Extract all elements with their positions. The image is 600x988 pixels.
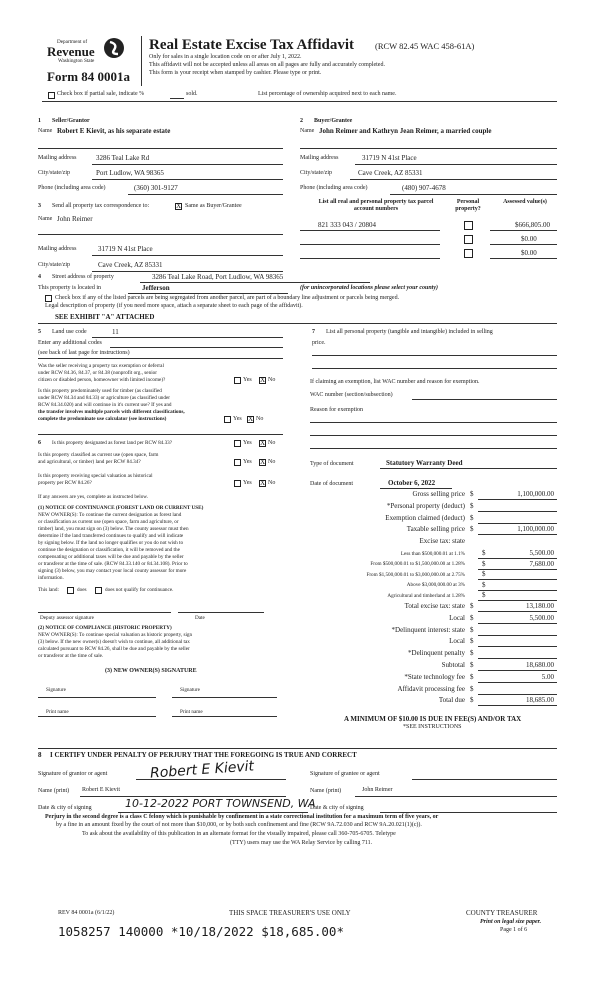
grantor-sig-label: Signature of grantor or agent <box>38 771 108 777</box>
seller-phone-line <box>128 194 283 195</box>
q1-no-label: No <box>268 377 276 383</box>
corr-num: 3 <box>38 203 41 209</box>
perjury-text: Perjury in the second degree is a class C felony which is punishable by confinement in a state correctional institution for a maximum term of five years, or <box>45 814 439 820</box>
seller-rule <box>38 148 283 149</box>
dollar-sign: $ <box>470 613 474 622</box>
dollar-sign: $ <box>482 591 486 600</box>
tax-row-line <box>478 682 557 683</box>
tax-row-label: *State technology fee <box>404 672 465 681</box>
dollar-sign: $ <box>470 501 474 510</box>
reason-line <box>310 448 557 449</box>
section7-label2: price. <box>312 340 326 346</box>
property-num: 4 <box>38 274 41 280</box>
wac-line <box>412 399 557 400</box>
dor-logo-icon <box>102 36 126 60</box>
corr-label: Send all property tax correspondence to: <box>52 203 150 209</box>
dollar-sign: $ <box>470 684 474 693</box>
corr-name: John Reimer <box>57 215 93 223</box>
header-note-1: Only for sales in a single location code on or after July 1, 2022. <box>149 54 302 60</box>
s6-q1-no-checkbox[interactable]: X <box>260 439 266 447</box>
header-divider <box>141 36 142 86</box>
buyer-mail-label: Mailing address <box>300 155 339 161</box>
tax-row-value: 18,685.00 <box>526 696 554 705</box>
tax-row-label: Local <box>449 637 465 646</box>
owner-print-label: Print name <box>180 709 203 715</box>
does-not-checkbox[interactable] <box>95 587 102 594</box>
notice2-line: calculated pursuant to RCW 84.26, shall be due and payable by the seller <box>38 646 190 652</box>
s6-q2-line2: and agricultural, or timber) land per RCW 84.34? <box>38 459 141 465</box>
owner-print-line <box>172 716 277 717</box>
corr-city-label: City/state/zip <box>38 262 70 268</box>
notice2-title: (2) NOTICE OF COMPLIANCE (HISTORIC PROPERTY) <box>38 625 172 631</box>
dollar-sign: $ <box>470 513 474 522</box>
seller-city: Port Ludlow, WA 98365 <box>96 169 164 177</box>
form-title-ref: (RCW 82.45 WAC 458-61A) <box>375 41 475 51</box>
form-title: Real Estate Excise Tax Affidavit <box>149 37 354 53</box>
parcels-col2: Personal property? <box>455 199 481 212</box>
personal-property-line <box>312 355 557 356</box>
section8-num: 8 <box>38 751 42 759</box>
q1-line1: Was the seller receiving a property tax exemption or deferral <box>38 363 164 369</box>
same-as-buyer-checkbox[interactable]: X <box>176 202 182 210</box>
header-note-2: This affidavit will not be accepted unless all areas on all pages are fully and accurately completed. <box>149 62 385 68</box>
dollar-sign: $ <box>470 661 474 669</box>
corr-name-label: Name <box>38 216 53 222</box>
buyer-name-label: Name <box>300 128 315 134</box>
notice2-line: (3) below. If the new owner(s) doesn't wish to continue, all additional tax <box>38 639 190 645</box>
notice1-line: compensating or additional taxes will be due and payable by the seller <box>38 554 184 560</box>
assessed-value: $666,805.00 <box>515 221 550 229</box>
value-line <box>490 244 557 245</box>
see-instructions-note: *SEE INSTRUCTIONS <box>403 724 462 730</box>
dollar-sign: $ <box>470 602 474 610</box>
tax-row-label: Excise tax: state <box>419 537 465 546</box>
seller-city-label: City/state/zip <box>38 170 70 176</box>
parcel-line <box>300 230 440 231</box>
street-line <box>140 282 370 283</box>
buyer-phone-label: Phone (including area code) <box>300 185 368 191</box>
personal-property-checkbox[interactable] <box>464 235 473 244</box>
s6-q3-no-label: No <box>268 480 276 486</box>
dollar-sign: $ <box>470 637 474 646</box>
cashier-receipt-stamp: 1058257 140000 *10/18/2022 $18,685.00* <box>58 924 344 939</box>
tax-row-line <box>478 534 557 535</box>
notice1-title: (1) NOTICE OF CONTINUANCE (FOREST LAND OR CURRENT USE) <box>38 505 204 511</box>
form-number: Form 84 0001a <box>47 69 131 84</box>
land-use-line <box>92 337 283 338</box>
date-city-label: Date & city of signing <box>38 805 92 811</box>
buyer-city-line <box>350 179 557 180</box>
section4-rule <box>38 323 557 324</box>
county-line <box>128 293 288 294</box>
buyer-city-label: City/state/zip <box>300 170 332 176</box>
s6-q1-no-label: No <box>268 440 276 446</box>
grantor-sig-line <box>136 779 286 780</box>
q1-yes-checkbox[interactable] <box>234 377 241 384</box>
tax-row-line <box>478 705 557 706</box>
dollar-sign: $ <box>470 625 474 634</box>
unincorporated-note: (for unincorporated locations please select your county) <box>300 285 438 291</box>
tax-row-label: Total excise tax: state <box>404 602 465 610</box>
s6-q3-no-checkbox[interactable]: X <box>260 479 266 487</box>
seller-name: Robert E Kievit, as his separate estate <box>57 127 171 135</box>
notice1-line: or classification as current use (open space, farm and agriculture, or <box>38 519 179 525</box>
doc-type-line <box>380 468 557 469</box>
print-legal-note: Print on legal size paper. <box>480 919 542 925</box>
dollar-sign: $ <box>470 649 474 658</box>
dollar-sign: $ <box>482 549 486 557</box>
partial-sold-label: sold. <box>186 91 198 97</box>
dollar-sign: $ <box>482 570 486 579</box>
deputy-sig-label: Deputy assessor signature <box>40 615 94 621</box>
corr-mail: 31719 N 41st Place <box>98 245 153 253</box>
q1-yes-label: Yes <box>243 377 252 383</box>
tax-row-label: Gross selling price <box>412 490 465 498</box>
notice2-line: NEW OWNER(S): To continue special valuation as historic property, sign <box>38 632 193 638</box>
same-as-buyer-label: Same as Buyer/Grantee <box>185 203 242 209</box>
segregated-label: Check box if any of the listed parcels are being segregated from another parcel, are part of a boundary line adjustment or parcels being merged. <box>55 295 400 301</box>
segregated-checkbox[interactable] <box>45 295 52 302</box>
county-treasurer-label: COUNTY TREASURER <box>466 909 538 917</box>
corr-mail-line <box>92 255 283 256</box>
tax-row-value: 5,500.00 <box>529 613 554 622</box>
tax-row-label: Local <box>449 613 465 622</box>
dollar-sign: $ <box>482 559 486 568</box>
q2-no-checkbox[interactable]: X <box>248 415 254 423</box>
see-back-label: (see back of last page for instructions) <box>38 350 130 356</box>
buyer-name: John Reimer and Kathryn Jean Reimer, a married couple <box>319 127 492 135</box>
tax-row-line <box>478 670 557 671</box>
notice1-line: by signing below. If the land no longer qualifies or you do not wish to <box>38 540 184 546</box>
notice2-line: or transferor at the time of sale. <box>38 653 104 659</box>
tax-row-label: From $500,000.01 to $1,500,000.00 at 1.28% <box>370 561 465 568</box>
deputy-date-label: Date <box>195 615 205 621</box>
doc-type: Statutory Warranty Deed <box>386 459 463 467</box>
grantor-name: Robert E Kievit <box>82 787 120 793</box>
tax-row-label: *Delinquent penalty <box>408 649 465 658</box>
date-city-label-2: Date & city of signing <box>310 805 364 811</box>
corr-city: Cave Creek, AZ 85331 <box>98 261 163 269</box>
buyer-phone: (480) 907-4678 <box>402 184 446 192</box>
tax-row-label: Total due <box>438 696 465 705</box>
parcels-col1: List all real and personal property tax parcel account numbers <box>318 199 434 212</box>
personal-property-line <box>312 368 557 369</box>
tax-row-value: 5.00 <box>541 672 554 681</box>
tax-row-label: Less than $500,000.01 at 1.1% <box>400 550 465 557</box>
notice1-line: determine if the land transferred continues to qualify and will indicate <box>38 533 184 539</box>
s6-q1-yes-checkbox[interactable] <box>234 440 241 447</box>
grantee-name: John Reimer <box>362 787 393 793</box>
s6-q2-no-checkbox[interactable]: X <box>260 458 266 466</box>
tax-row-line <box>478 623 557 624</box>
owner-sig-label: Signature <box>46 687 66 693</box>
tax-row-label: *Personal property (deduct) <box>386 501 465 510</box>
street-label: Street address of property <box>52 274 114 280</box>
buyer-phone-line <box>390 194 557 195</box>
new-owner-sig-heading: (3) NEW OWNER(S) SIGNATURE <box>105 668 197 674</box>
partial-percent-line <box>170 98 184 99</box>
notice1-line: timber) land, you must sign on (3) below. The county assessor must then <box>38 526 189 532</box>
does-not-label: does not qualify for continuance. <box>105 587 174 593</box>
parcels-col3: Assessed value(s) <box>503 199 547 205</box>
q1-no-checkbox[interactable]: X <box>260 376 266 384</box>
tax-row-line <box>478 511 557 512</box>
q2-bold-2: complete the predominate use calculator (see instructions) <box>38 416 167 422</box>
parcel-number: 821 333 043 / 20804 <box>318 221 376 229</box>
state-label: Washington State <box>58 58 95 64</box>
q2-yes-checkbox[interactable] <box>224 416 231 423</box>
grantor-name-label: Name (print) <box>38 788 70 794</box>
tax-row-label: Agricultural and timberland at 1.28% <box>387 592 465 599</box>
doc-date: October 6, 2022 <box>388 479 436 487</box>
tax-row-value: 13,180.00 <box>526 602 554 610</box>
section5-num: 5 <box>38 329 41 335</box>
reason-line <box>310 422 557 423</box>
grantee-name-label: Name (print) <box>310 788 342 794</box>
reason-line <box>310 435 557 436</box>
land-use-label: Land use code <box>52 329 87 335</box>
s6-q1-yes-label: Yes <box>243 440 252 446</box>
tax-row-label: *Delinquent interest: state <box>391 625 465 634</box>
located-label: This property is located in <box>38 285 101 291</box>
partial-sale-label: Check box if partial sale, indicate % <box>57 91 145 97</box>
tax-row-line <box>478 658 557 659</box>
dollar-sign: $ <box>470 525 474 534</box>
tax-row-value: 18,680.00 <box>526 661 554 669</box>
grantee-name-line <box>355 796 557 797</box>
date-city-line <box>118 812 308 813</box>
s6-q3-yes-label: Yes <box>243 480 252 486</box>
s6-q2-no-label: No <box>268 459 276 465</box>
s6-q2-yes-label: Yes <box>243 459 252 465</box>
tax-row-label: Affidavit processing fee <box>397 684 465 693</box>
buyer-rule <box>300 148 557 149</box>
tax-row-value: 1,100,000.00 <box>517 490 554 498</box>
seller-num: 1 <box>38 118 41 124</box>
grantee-sig-label: Signature of grantee or agent <box>310 771 380 777</box>
doc-date-line <box>380 488 452 489</box>
tax-row-label: Subtotal <box>441 661 465 669</box>
s6-q1: Is this property designated as forest land per RCW 84.33? <box>52 440 173 446</box>
deputy-date-line <box>178 612 264 613</box>
doc-type-label: Type of document <box>310 461 354 467</box>
parcel-line <box>300 244 440 245</box>
section8-top-rule <box>38 748 557 749</box>
wac-label: WAC number (section/subsection) <box>310 392 393 398</box>
notice1-line: or transferor at the time of sale. (RCW 84.33.140 or 84.34.108). Prior to <box>38 561 188 567</box>
value-line <box>490 258 557 259</box>
owner-sig-label: Signature <box>180 687 200 693</box>
seller-city-line <box>92 179 283 180</box>
personal-property-checkbox[interactable] <box>464 249 473 258</box>
exemption-label: If claiming an exemption, list WAC number and reason for exemption. <box>310 379 480 385</box>
tax-row-label: Taxable selling price <box>406 525 465 534</box>
q1-line2: under RCW 84.36, 84.37, or 84.38 (nonprofit org., senior <box>38 370 157 376</box>
owner-print-line <box>38 716 156 717</box>
property-street: 3286 Teal Lake Road, Port Ludlow, WA 98365 <box>152 273 284 281</box>
parcel-line <box>300 258 440 259</box>
dept-label: Department of <box>57 39 88 45</box>
revenue-label: Revenue <box>47 44 95 59</box>
property-county: Jefferson <box>142 284 170 292</box>
additional-codes-label: Enter any additional codes <box>38 340 102 346</box>
q2-line3: RCW 84.34.020) and will continue in it's current use? If yes and <box>38 402 172 408</box>
tax-row-line <box>478 569 557 570</box>
dollar-sign: $ <box>482 580 486 589</box>
q2-line2: under RCW 84.34 and 84.33) or agriculture (as classified under <box>38 395 171 401</box>
date-city-value: 10-12-2022 PORT TOWNSEND, WA <box>125 797 316 810</box>
tax-row-line <box>478 579 557 580</box>
tax-row-value: 7,680.00 <box>529 559 554 568</box>
notice1-line: information. <box>38 575 64 581</box>
tax-row-line <box>478 611 557 612</box>
personal-property-checkbox[interactable] <box>464 221 473 230</box>
land-use-code: 11 <box>112 328 119 336</box>
deputy-sig-line <box>38 612 171 613</box>
perjury-line-2: by a fine in an amount fixed by the court of not more than $10,000, or by both such confinement and fine (RCW 9A.72.030 and RCW 9A.20.021(1)(c)). <box>56 822 422 828</box>
grantee-sig-line <box>412 779 557 780</box>
perjury-line-3: To ask about the availability of this publication in an alternate format for the visually impaired, please call 360-705-6705. Teletype <box>82 831 396 837</box>
date-city-line-2 <box>380 812 557 813</box>
s6-q2-line1: Is this property classified as current use (open space, farm <box>38 452 159 458</box>
corr-mail-label: Mailing address <box>38 246 77 252</box>
owner-sig-line <box>38 697 156 698</box>
buyer-mail-line <box>355 164 557 165</box>
additional-codes-line <box>110 347 283 348</box>
corr-city-line <box>92 271 283 272</box>
dollar-sign: $ <box>470 672 474 681</box>
buyer-city: Cave Creek, AZ 85331 <box>358 169 423 177</box>
section5-bottom-rule <box>38 434 283 435</box>
s6-q3-line1: Is this property receiving special valuation as historical <box>38 473 153 479</box>
q2-bold-1: the transfer involves multiple parcels with different classifications, <box>38 409 185 415</box>
tax-row-line <box>478 523 557 524</box>
seller-mail-label: Mailing address <box>38 155 77 161</box>
s6-q3-line2: property per RCW 84.26? <box>38 480 92 486</box>
seller-mail-line <box>92 164 283 165</box>
q2-yes-label: Yes <box>233 416 242 422</box>
legal-description-label: Legal description of property (if you need more space, attach a separate sheet to each page of the affidavit). <box>45 303 303 309</box>
does-checkbox[interactable] <box>67 587 74 594</box>
seller-phone-label: Phone (including area code) <box>38 185 106 191</box>
certify-statement: I CERTIFY UNDER PENALTY OF PERJURY THAT THE FOREGOING IS TRUE AND CORRECT <box>50 751 357 759</box>
tax-row-label: Above $3,000,000.00 at 3% <box>406 582 465 589</box>
seller-phone: (360) 301-9127 <box>134 184 178 192</box>
assessed-value: $0.00 <box>521 249 537 257</box>
grantor-signature: Robert E Kievit <box>149 758 255 782</box>
notice1-line: signing (3) below, you may contact your local county assessor for more <box>38 568 187 574</box>
reason-label: Reason for exemption <box>310 407 363 413</box>
if-yes-note: If any answers are yes, complete as instructed below. <box>38 494 149 500</box>
page-number: Page 1 of 6 <box>500 927 528 933</box>
corr-rule <box>38 234 283 235</box>
does-label: does <box>77 587 87 593</box>
revision-label: REV 84 0001a (6/1/22) <box>58 910 115 916</box>
assessed-value: $0.00 <box>521 235 537 243</box>
this-land-label: This land: <box>38 587 59 593</box>
buyer-mail: 31719 N 41st Place <box>362 154 417 162</box>
section7-label: List all personal property (tangible and intangible) included in selling <box>326 329 493 335</box>
legal-description: SEE EXHIBIT "A" ATTACHED <box>55 313 155 321</box>
tax-row-value: 1,100,000.00 <box>517 525 554 534</box>
seller-mail: 3286 Teal Lake Rd <box>96 154 150 162</box>
minimum-fee-note: A MINIMUM OF $10.00 IS DUE IN FEE(S) AND/OR TAX <box>344 715 522 723</box>
section6-num: 6 <box>38 440 41 446</box>
owner-print-label: Print name <box>46 709 69 715</box>
seller-name-label: Name <box>38 128 53 134</box>
section7-num: 7 <box>312 329 315 335</box>
tax-row-line <box>478 694 557 695</box>
tax-row-line <box>478 646 557 647</box>
value-line <box>490 230 557 231</box>
s6-q2-yes-checkbox[interactable] <box>234 459 241 466</box>
seller-heading: Seller/Grantor <box>52 118 90 124</box>
q2-no-label: No <box>256 416 264 422</box>
dollar-sign: $ <box>470 696 474 705</box>
ownership-note: List percentage of ownership acquired next to each name. <box>258 91 397 97</box>
buyer-heading: Buyer/Grantee <box>314 118 353 124</box>
perjury-line-1 <box>45 814 438 820</box>
q1-line3: citizen or disabled person, homeowner with limited income)? <box>38 377 166 383</box>
section5-rule <box>38 358 283 359</box>
s6-q3-yes-checkbox[interactable] <box>234 480 241 487</box>
tax-row-line <box>478 635 557 636</box>
header-bottom-rule <box>42 101 557 102</box>
dollar-sign: $ <box>470 490 474 498</box>
treasurer-use-label: THIS SPACE TREASURER'S USE ONLY <box>229 909 351 917</box>
q2-line1: Is this property predominately used for timber (as classified <box>38 388 162 394</box>
tax-row-line <box>478 499 557 500</box>
tax-row-value: 5,500.00 <box>529 549 554 557</box>
tax-row-label: From $1,500,000.01 to $3,000,000.00 at 2.75% <box>366 571 465 578</box>
notice1-line: continue the designation or classification, it will be removed and the <box>38 547 180 553</box>
tax-row-label: Exemption claimed (deduct) <box>385 513 465 522</box>
partial-sale-checkbox[interactable] <box>48 92 55 99</box>
perjury-line-4: (TTY) users may use the WA Relay Service by calling 711. <box>230 840 373 846</box>
buyer-num: 2 <box>300 118 303 124</box>
owner-sig-line <box>172 697 277 698</box>
tax-row-line <box>478 590 557 591</box>
doc-date-label: Date of document <box>310 481 353 487</box>
notice1-line: NEW OWNER(S): To continue the current designation as forest land <box>38 512 182 518</box>
header-note-3: This form is your receipt when stamped by cashier. Please type or print. <box>149 70 322 76</box>
